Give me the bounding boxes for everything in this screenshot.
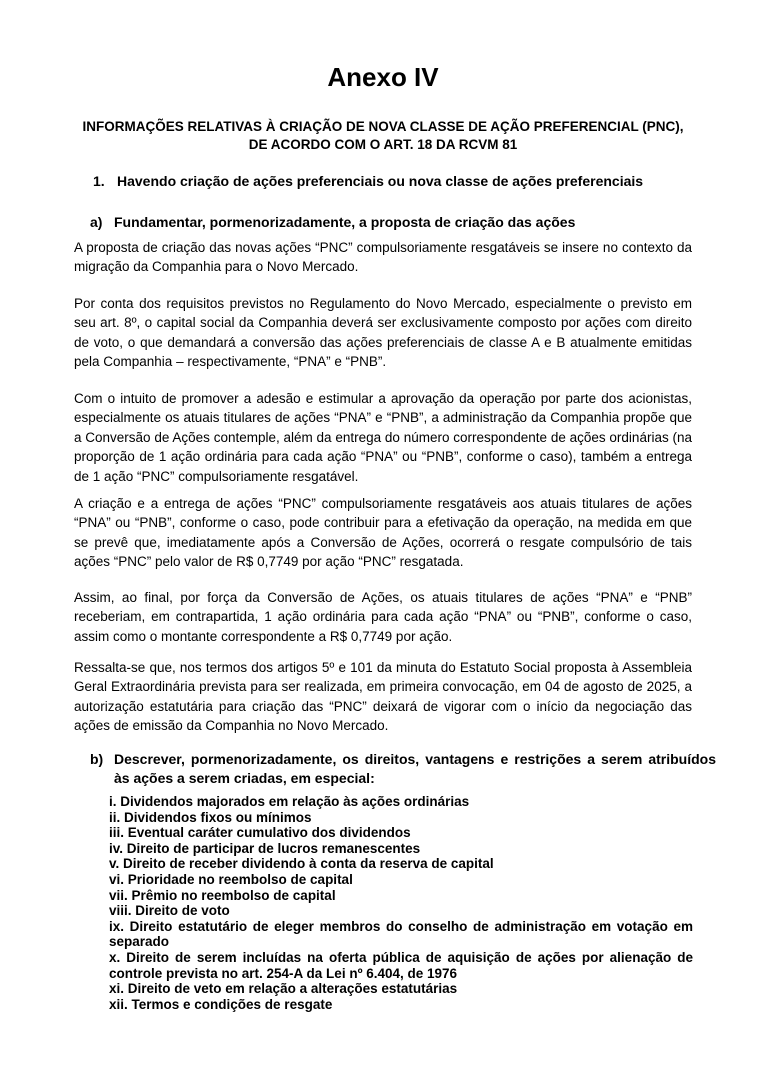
paragraph-2: Por conta dos requisitos previstos no Regulamento do Novo Mercado, especialmente o previsto em seu art. 8º, o capital social da Companhia deverá ser exclusivamente composto por ações com direito de voto, o que demandará a conversão das ações preferenciais de classe A e B atualmente emitidas pela Companhia – respectivamente, “PNA” e “PNB”. [74, 296, 692, 370]
paragraph-6: Ressalta-se que, nos termos dos artigos 5º e 101 da minuta do Estatuto Social proposta à Assembleia Geral Extraordinária prevista para ser realizada, em primeira convocação, em 04 de agosto de 2025, a autorização estatutária para criação das “PNC” deixará de vigorar com o início da negociação das ações de emissão da Companhia no Novo Mercado. [74, 660, 692, 734]
section-b-text: Descrever, pormenorizadamente, os direitos, vantagens e restrições a serem atribuídos às ações a serem criadas, em especial: [114, 751, 716, 786]
document-title: Anexo IV [327, 62, 439, 92]
list-item: x. Direito de serem incluídas na oferta pública de aquisição de ações por alienação de controle prevista no art. 254-A da Lei nº 6.404, de 1976 [109, 949, 693, 981]
list-item: vi. Prioridade no reembolso de capital [109, 871, 353, 887]
list-item: iii. Eventual caráter cumulativo dos dividendos [109, 825, 411, 841]
list-item: iv. Direito de participar de lucros remanescentes [109, 840, 421, 856]
document-subtitle: INFORMAÇÕES RELATIVAS À CRIAÇÃO DE NOVA CLASSE DE AÇÃO PREFERENCIAL (PNC), DE ACORDO COM O ART. 18 DA RCVM 81 [82, 119, 684, 152]
section-a-text: Fundamentar, pormenorizadamente, a proposta de criação das ações [114, 214, 576, 230]
list-item: xii. Termos e condições de resgate [109, 996, 333, 1012]
list-item: vii. Prêmio no reembolso de capital [109, 887, 336, 903]
list-item: ii. Dividendos fixos ou mínimos [109, 809, 312, 825]
list-item: i. Dividendos majorados em relação às ações ordinárias [109, 794, 470, 809]
paragraph-1: A proposta de criação das novas ações “PNC” compulsoriamente resgatáveis se insere no contexto da migração da Companhia para o Novo Mercado. [74, 240, 692, 275]
paragraph-5: Assim, ao final, por força da Conversão de Ações, os atuais titulares de ações “PNA” e “PNB” receberiam, em contrapartida, 1 ação ordinária para cada ação “PNA” ou “PNB”, conforme o caso, assim como o montante correspondente a R$ 0,7749 por ação. [74, 590, 692, 644]
paragraph-4: A criação e a entrega de ações “PNC” compulsoriamente resgatáveis aos atuais titulares de ações “PNA” ou “PNB”, conforme o caso, pode contribuir para a efetivação da operação, na medida em que se prevê que, imediatamente após a Conversão de Ações, ocorrerá o resgate compulsório de tais ações “PNC” pelo valor de R$ 0,7749 por ação “PNC” resgatada. [74, 496, 692, 570]
section-1-heading [93, 172, 643, 190]
section-a-number: a) [90, 214, 103, 230]
section-a-heading [90, 213, 575, 231]
section-1-text: Havendo criação de ações preferenciais ou nova classe de ações preferenciais [117, 173, 644, 189]
section-b-number: b) [90, 751, 104, 767]
list-item: viii. Direito de voto [109, 903, 230, 919]
list-item: v. Direito de receber dividendo à conta da reserva de capital [109, 856, 494, 872]
section-b-heading [90, 750, 716, 788]
list-item: ix. Direito estatutário de eleger membros do conselho de administração em votação em separado [109, 918, 693, 950]
paragraph-3: Com o intuito de promover a adesão e estimular a aprovação da operação por parte dos acionistas, especialmente os atuais titulares de ações “PNA” e “PNB”, a administração da Companhia propõe que a Conversão de Ações contemple, além da entrega do número correspondente de ações ordinárias (na proporção de 1 ação ordinária para cada ação “PNA” ou “PNB”, conforme o caso), também a entrega de 1 ação “PNC” compulsoriamente resgatável. [74, 391, 692, 484]
list-item: xi. Direito de veto em relação a alterações estatutárias [109, 981, 458, 997]
rights-list [109, 794, 693, 1012]
section-1-number: 1. [93, 173, 105, 189]
